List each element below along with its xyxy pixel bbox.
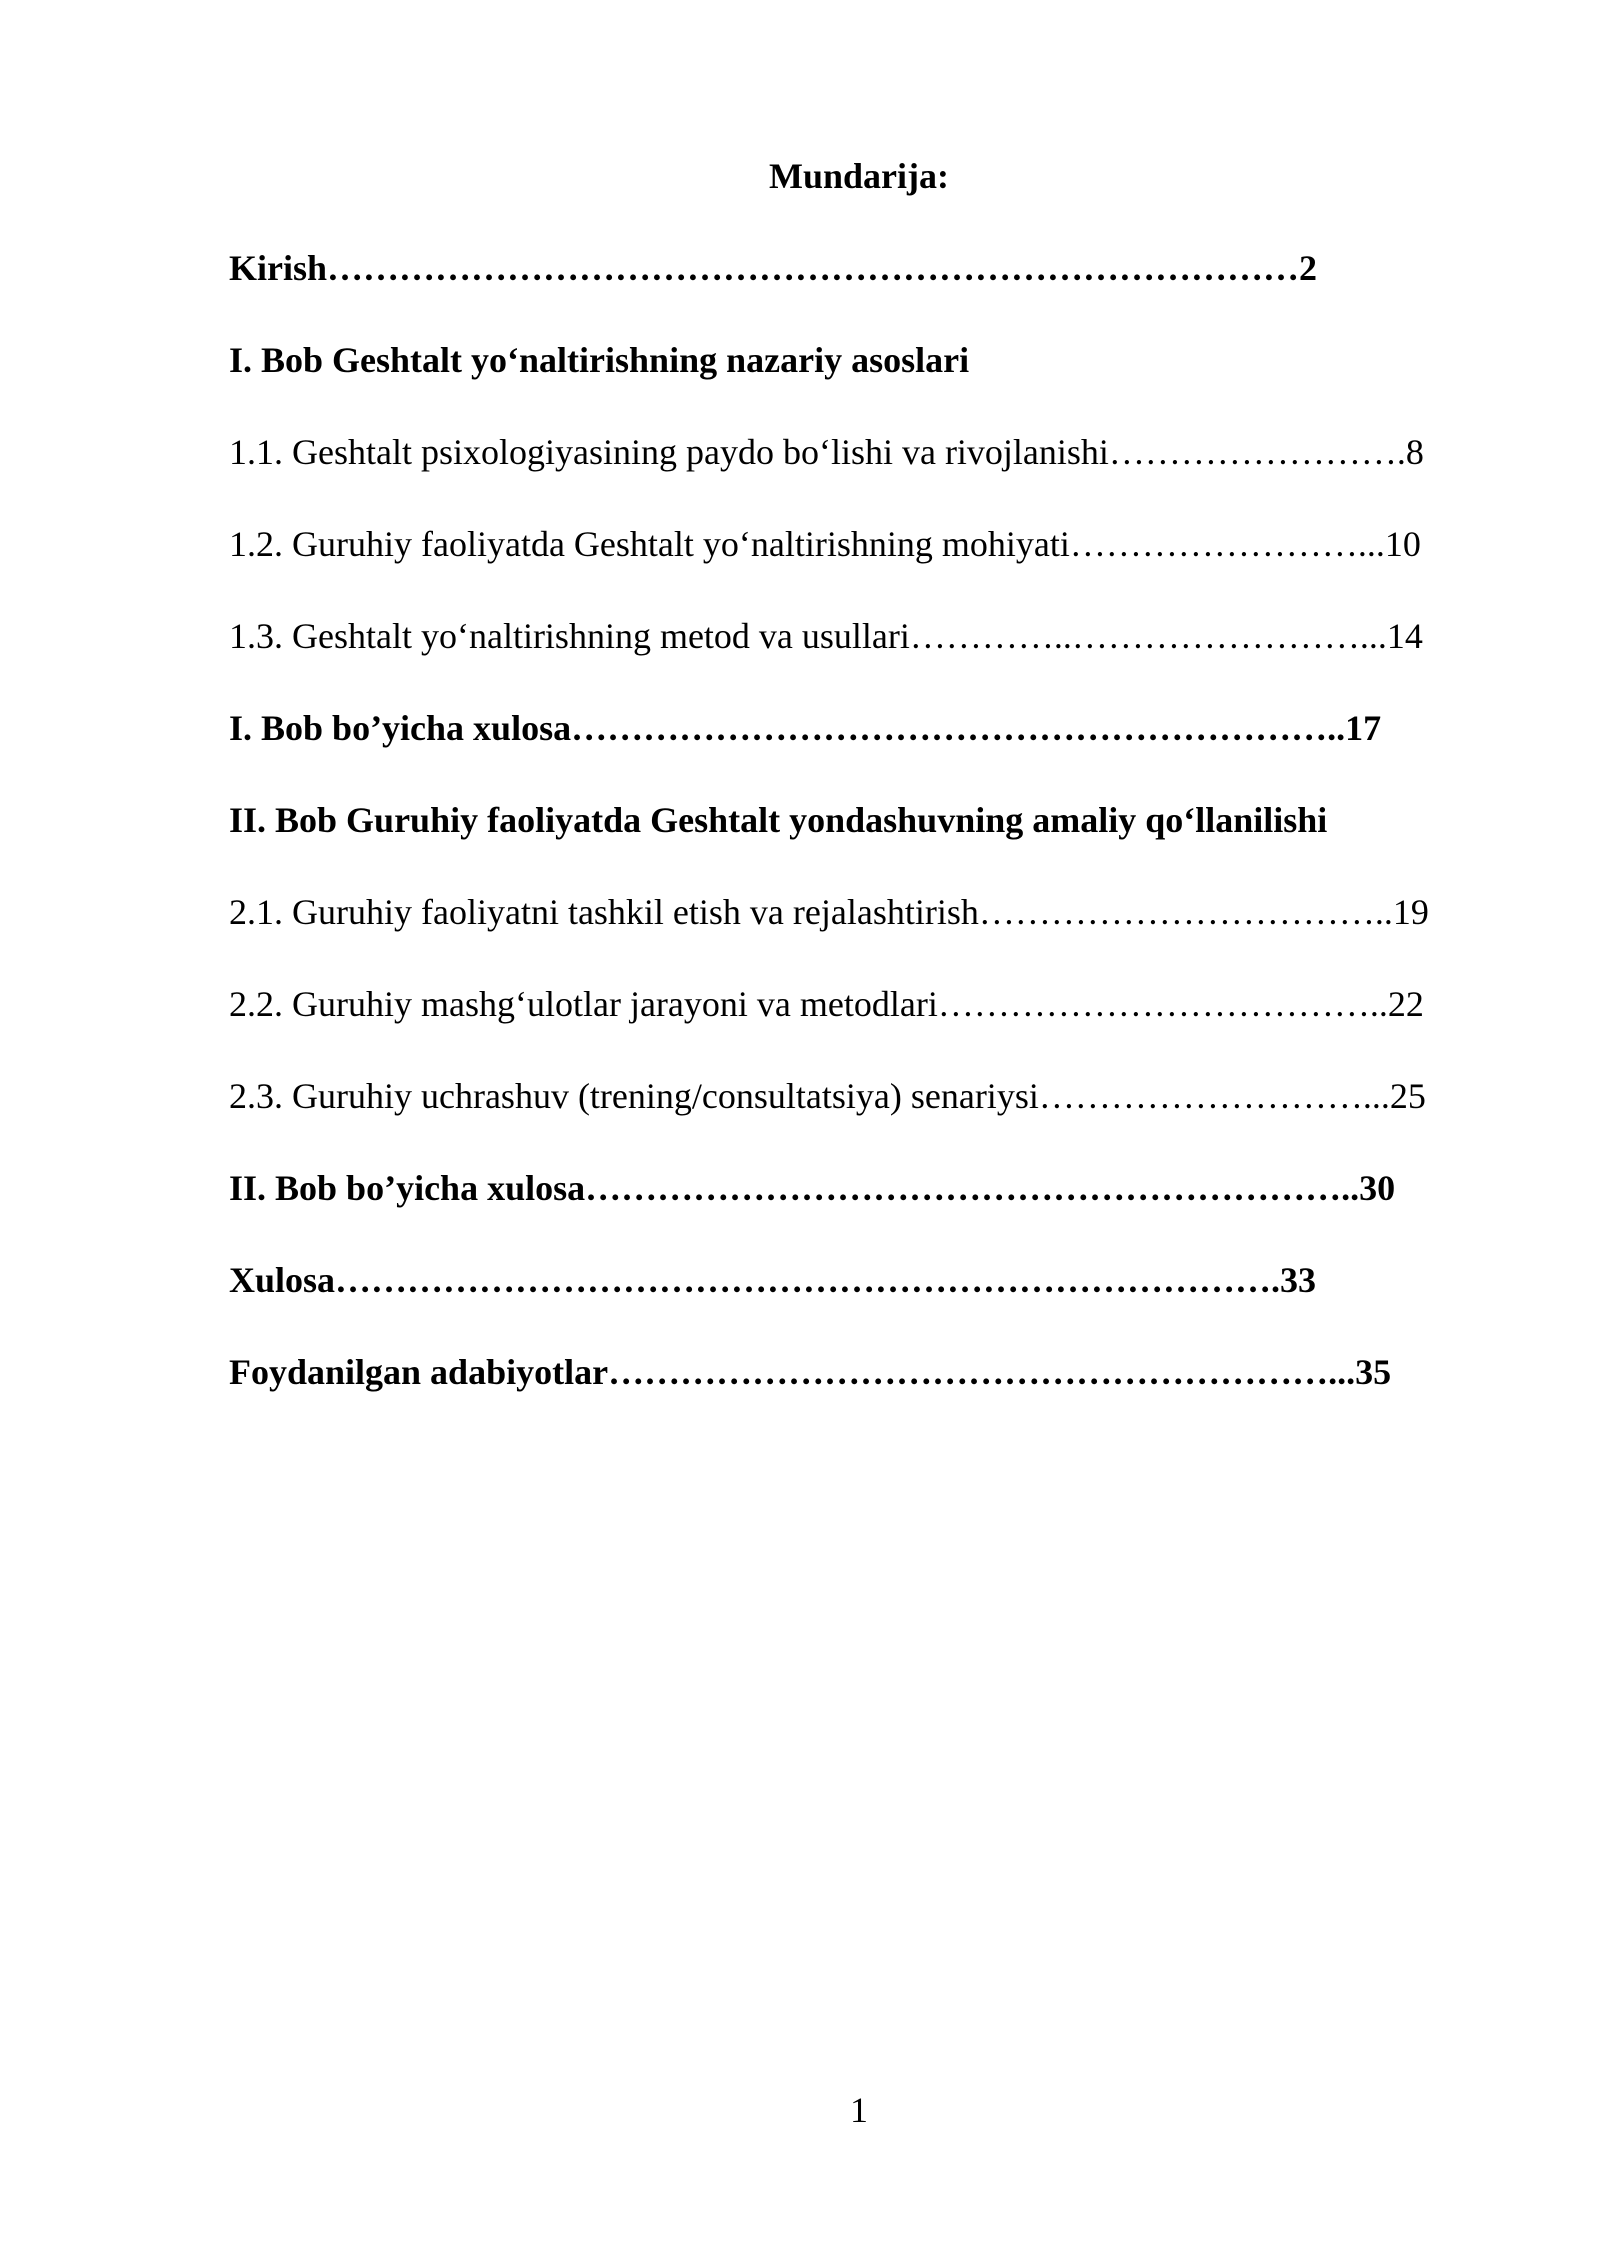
toc-entry-chapter-1-conclusion: I. Bob bo’yicha xulosa………………………………………………………..17	[229, 708, 1382, 748]
toc-entry-section-1-2: 1.2. Guruhiy faoliyatda Geshtalt yo‘naltirishning mohiyati……………………...10	[229, 524, 1421, 564]
toc-entry-references: Foydanilgan adabiyotlar……………………………………………………...35	[229, 1352, 1392, 1392]
toc-entry-conclusion: Xulosa…………………………………………………………………….33	[229, 1260, 1317, 1300]
toc-entry-introduction: Kirish………………………………………………………………………2	[229, 248, 1318, 288]
toc-entry-section-1-1: 1.1. Geshtalt psixologiyasining paydo bo‘lishi va rivojlanishi…………………….8	[229, 432, 1424, 472]
toc-entry-section-2-1: 2.1. Guruhiy faoliyatni tashkil etish va rejalashtirish……………………………..19	[229, 892, 1429, 932]
toc-entry-chapter-1-heading: I. Bob Geshtalt yo‘naltirishning nazariy asoslari	[229, 340, 970, 380]
toc-entry-section-1-3: 1.3. Geshtalt yo‘naltirishning metod va usullari…………..……………………...14	[229, 616, 1423, 656]
toc-entry-section-2-3: 2.3. Guruhiy uchrashuv (trening/consultatsiya) senariysi………………………...25	[229, 1076, 1426, 1116]
toc-entry-chapter-2-heading: II. Bob Guruhiy faoliyatda Geshtalt yondashuvning amaliy qo‘llanilishi	[229, 800, 1328, 840]
page-number: 1	[850, 2090, 868, 2130]
toc-entry-section-2-2: 2.2. Guruhiy mashg‘ulotlar jarayoni va metodlari………………………………..22	[229, 984, 1424, 1024]
toc-entry-chapter-2-conclusion: II. Bob bo’yicha xulosa………………………………………………………..30	[229, 1168, 1396, 1208]
toc-title: Mundarija:	[769, 156, 949, 196]
